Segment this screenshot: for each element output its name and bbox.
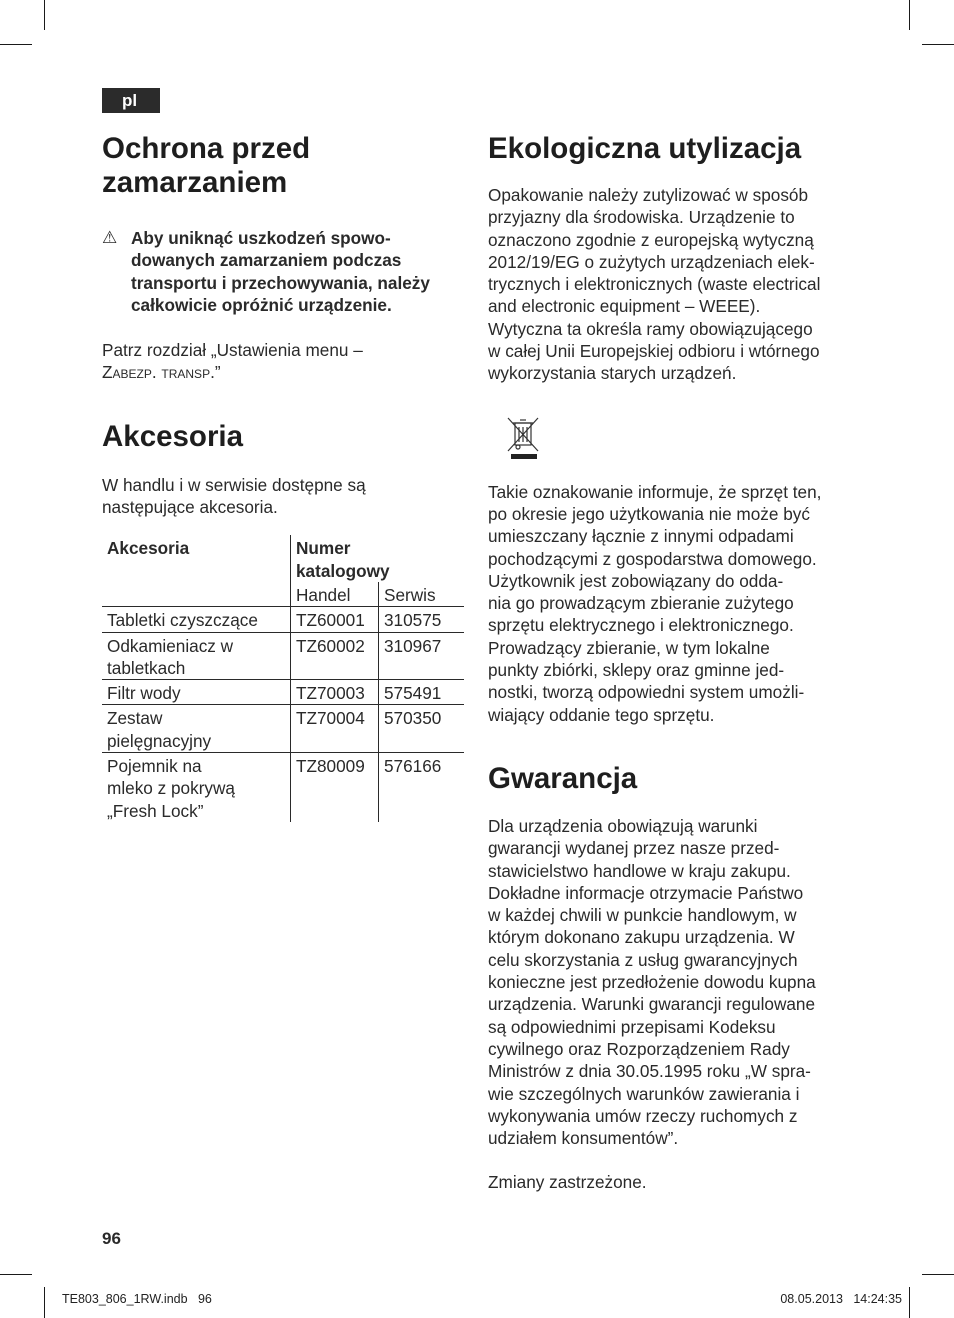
accessories-table [102,535,464,822]
table-row [102,753,464,822]
eco-disposal-title: Ekologiczna utylizacja [488,132,802,165]
row-handel: TZ60002 [291,632,379,680]
menu-reference: Zabezp. transp. [102,362,215,383]
accessories-title: Akcesoria [102,419,244,453]
row-serwis: 576166 [379,753,465,822]
crop-mark [0,44,32,45]
frost-protection-title: Ochrona przed zamarzaniem [102,132,311,199]
row-handel: TZ70003 [291,680,379,705]
language-tab: pl [102,88,160,113]
page-number: 96 [102,1229,121,1248]
row-name: Pojemnik na mleko z pokrywą „Fresh Lock” [107,756,235,821]
row-serwis: 310575 [379,607,465,632]
row-name: Tabletki czyszczące [102,607,291,632]
warranty-title: Gwarancja [488,761,638,795]
row-serwis: 570350 [379,705,465,753]
accessories-intro: W handlu i w serwisie dostępne są następujące akcesoria. [102,474,366,518]
row-serwis: 310967 [379,632,465,680]
crossed-out-wheelie-bin-icon [500,413,544,463]
frost-reference: Patrz rozdział „Ustawienia menu – Zabezp. transp.” [102,340,363,383]
crop-mark [0,1274,32,1275]
crop-mark [909,1287,910,1318]
footer-file-info: TE803_806_1RW.indb 96 [62,1292,212,1306]
table-header-row [102,535,464,582]
table-row [102,705,464,753]
footer-timestamp: 08.05.2013 14:24:35 [780,1292,902,1306]
subheader-serwis: Serwis [379,582,465,607]
row-serwis: 575491 [379,680,465,705]
eco-paragraph-1: Opakowanie należy zutylizować w sposób przyjazny dla środowiska. Urządzenie to oznaczono zgodnie z europejską wytyczną 2012/19/EG o zużytych urządzeniach elek- trycznych i elektronicznych (waste electrical and electronic equipment – WEEE). Wytyczna ta określa ramy obowiązującego w całej Unii Europejskiej odbioru i wtórnego wykorzystania starych urządzeń. [488,185,821,384]
row-handel: TZ80009 [291,753,379,822]
left-column [102,128,464,822]
header-catalog-number: Numer katalogowy [291,535,465,582]
changes-reserved-note: Zmiany zastrzeżone. [488,1172,647,1193]
table-row [102,680,464,705]
frost-warning: ⚠ Aby uniknąć uszkodzeń spowo- dowanych zamarzaniem podczas transportu i przechowywania, należy całkowicie opróżnić urządzenie. [102,228,430,315]
warning-triangle-icon: ⚠ [102,228,118,247]
row-handel: TZ70004 [291,705,379,753]
row-handel: TZ60001 [291,607,379,632]
subheader-handel: Handel [291,582,379,607]
row-name: Zestaw pielęgnacyjny [102,705,291,753]
table-row [102,607,464,632]
right-column [488,128,858,1194]
row-name: Odkamieniacz w tabletkach [102,632,291,680]
crop-mark [922,1274,954,1275]
table-row [102,632,464,680]
eco-paragraph-2: Takie oznakowanie informuje, że sprzęt ten, po okresie jego użytkowania nie może być umieszczany łącznie z innymi odpadami pochodzącymi z gospodarstwa domowego. Użytkownik jest zobowiązany do odda- nia go prowadzącym zbieranie zużytego sprzętu elektrycznego i elektronicznego. Prowadzący zbieranie, w tym lokalne punkty zbiórki, sklepy oraz gminne jed- nostki, tworzą odpowiedni system umożli- wiający oddanie tego sprzętu. [488,481,822,725]
warranty-paragraph: Dla urządzenia obowiązują warunki gwarancji wydanej przez nasze przed- stawicielstwo handlowe w kraju zakupu. Dokładne informacje otrzymacie Państwo w każdej chwili w punkcie handlowym, w którym dokonano zakupu urządzenia. W celu skorzystania z usług gwarancyjnych konieczne jest przedłożenie dowodu kupna urządzenia. Warunki gwarancji regulowane są odpowiednimi przepisami Kodeksu cywilnego oraz Rozporządzeniem Rady Ministrów z dnia 30.05.1995 roku „W spra- wie szczególnych warunków zawierania i wykonywania umów rzeczy ruchomych z udziałem konsumentów”. [488,815,816,1149]
crop-mark [909,0,910,30]
crop-mark [922,44,954,45]
crop-mark [44,0,45,30]
header-accessory: Akcesoria [102,535,291,606]
row-name: Filtr wody [102,680,291,705]
crop-mark [44,1287,45,1318]
